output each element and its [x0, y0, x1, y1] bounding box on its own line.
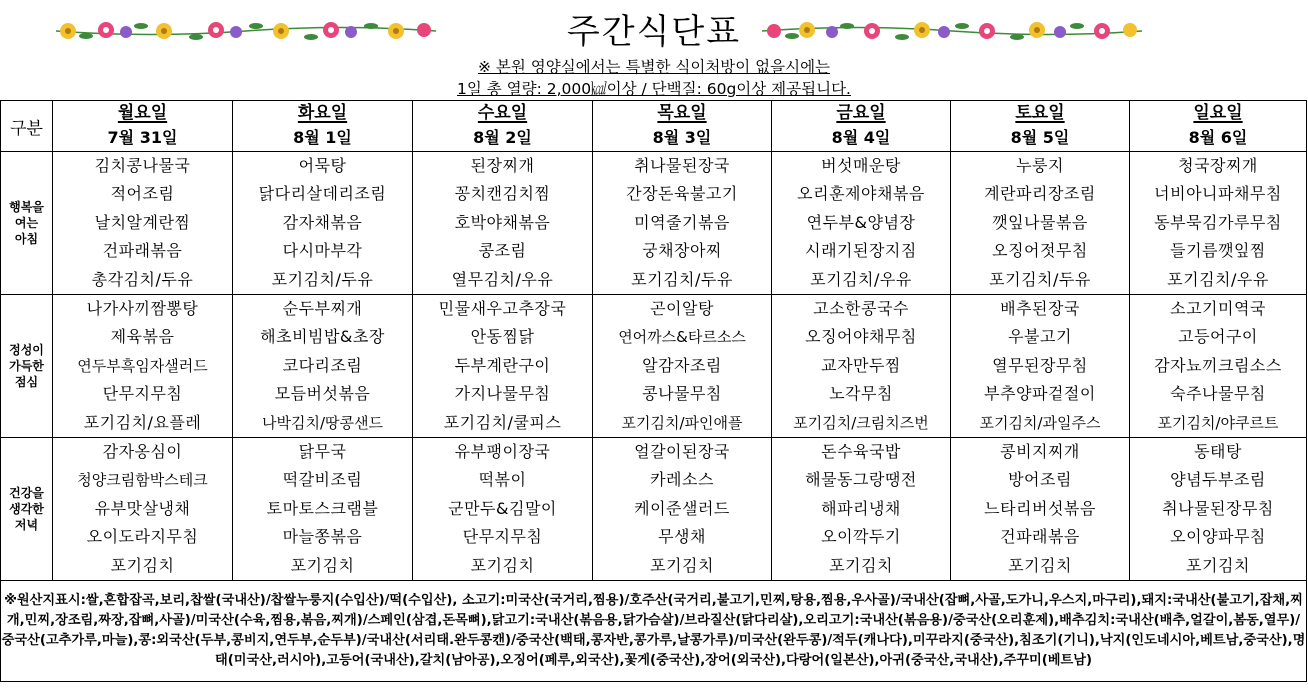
meal-label-line: 가득한 — [9, 359, 44, 374]
origin-row — [1, 581, 1307, 682]
menu-item: 포기김치/두유 — [271, 269, 374, 289]
day-name: 토요일 — [1015, 103, 1065, 123]
menu-item: 포기김치 — [110, 555, 175, 575]
menu-item: 들기름깻잎찜 — [1170, 241, 1266, 261]
menu-item: 고등어구이 — [1178, 327, 1258, 347]
day-name: 수요일 — [477, 103, 528, 123]
menu-item: 나박김치/땅콩샌드 — [262, 413, 383, 432]
menu-item: 꽁치캔김치찜 — [454, 184, 551, 204]
day-header — [593, 101, 772, 152]
meal-label-line: 생각한 — [9, 502, 44, 517]
meal-row — [1, 152, 1307, 295]
menu-item: 포기김치/우유 — [1167, 269, 1269, 289]
menu-cell — [413, 438, 593, 581]
menu-item: 된장찌개 — [470, 156, 535, 175]
menu-cell — [53, 295, 233, 438]
flower-garland-right-icon — [762, 16, 1142, 46]
menu-item: 미역줄기볶음 — [634, 212, 730, 232]
day-date: 8월 5일 — [1010, 128, 1070, 147]
notice-line-1: ※ 본원 영양실에서는 특별한 식이처방이 없을시에는 — [477, 58, 831, 76]
menu-item: 해파리냉채 — [821, 498, 901, 518]
flower-garland-right — [762, 16, 1142, 46]
menu-item: 닭다리살데리조림 — [258, 184, 387, 204]
menu-item: 포기김치/야쿠르트 — [1157, 413, 1279, 432]
menu-item: 김치콩나물국 — [94, 156, 191, 175]
menu-item: 숙주나물무침 — [1170, 384, 1266, 404]
day-header — [772, 101, 951, 152]
menu-item: 고소한콩국수 — [813, 299, 909, 319]
menu-item: 포기김치 — [290, 555, 355, 575]
menu-item: 건파래볶음 — [1000, 527, 1080, 547]
menu-item: 토마토스크램블 — [266, 498, 379, 518]
menu-item: 콩조림 — [478, 241, 527, 261]
menu-item: 감자옹심이 — [102, 442, 183, 462]
day-header — [413, 101, 593, 152]
menu-item: 날치알계란찜 — [94, 212, 191, 232]
menu-cell — [413, 152, 593, 295]
menu-item: 오징어야채무침 — [805, 327, 917, 347]
menu-item: 어묵탕 — [298, 156, 347, 175]
menu-item: 소고기미역국 — [1170, 299, 1266, 319]
menu-item: 무생채 — [658, 527, 706, 547]
menu-item: 부추양파겉절이 — [984, 384, 1096, 404]
day-header-row — [1, 101, 1307, 152]
menu-item: 포기김치/과일주스 — [979, 413, 1101, 432]
menu-item: 버섯매운탕 — [821, 156, 901, 175]
menu-item: 오징어젓무침 — [992, 241, 1088, 261]
menu-item: 얼갈이된장국 — [634, 442, 730, 462]
meal-row — [1, 438, 1307, 581]
day-date: 7월 31일 — [107, 128, 178, 147]
menu-item: 느타리버섯볶음 — [984, 498, 1096, 518]
menu-cell — [951, 152, 1130, 295]
origin-notice: ※원산지표시:쌀,혼합잡곡,보리,찹쌀(국내산)/찹쌀누룽지(수입산)/떡(수입산), 소고기:미국산(국거리,찜용)/호주산(국거리,불고기,민찌,탕용,찜용,우사골)/국내산(잡뼈,사골,도가니,우스지,마구리),돼지:국내산(불고기,잡채,찌개,민찌,장조림,짜장,잡뼈,사골)/미국산(수육,찜용,볶음,찌개)/스페인(삼겹,돈목뼈),닭고기:국내산(볶음용,닭가슴살)/브라질산(닭다리살),오리고기:국내산(볶음용)/중국산(오리훈제),배추김치:국내산(배추,얼갈이,봄동,열무)/중국산(고추가루,마늘),콩:외국산(두부,콩비지,연두부,순두부)/국내산(서리태.완두콩캔)/중국산(백태,콩자반,콩가루,날콩가루)/미국산(완두콩)/적두(캐나다),미꾸라지(중국산),침조기(기니),낙지(인도네시아,베트남,중국산),명태(미국산,러시아),고등어(국내산),갈치(남아공),오징어(페루,외국산),꽃게(중국산),장어(외국산),다랑어(일본산),아귀(중국산,국내산),주꾸미(베트남) — [1, 581, 1307, 682]
meal-label — [1, 295, 53, 438]
day-header — [53, 101, 233, 152]
menu-item: 단무지무침 — [102, 384, 183, 404]
menu-item: 콩나물무침 — [642, 384, 722, 404]
menu-item: 건파래볶음 — [102, 241, 183, 261]
menu-item: 열무김치/우유 — [451, 269, 554, 289]
menu-cell — [1130, 438, 1307, 581]
menu-item: 방어조림 — [1008, 470, 1072, 490]
menu-item: 궁채장아찌 — [642, 241, 722, 261]
menu-item: 포기김치 — [1186, 555, 1250, 575]
page-title: 주간식단표 — [566, 12, 742, 52]
menu-cell — [772, 295, 951, 438]
menu-item: 해물동그랑땡전 — [805, 470, 917, 490]
day-name: 화요일 — [297, 103, 348, 123]
menu-item: 포기김치 — [470, 555, 535, 575]
menu-item: 동부묵김가루무침 — [1154, 212, 1282, 232]
menu-item: 시래기된장지짐 — [805, 241, 917, 261]
menu-item: 포기김치 — [829, 555, 893, 575]
menu-item: 포기김치/우유 — [810, 269, 912, 289]
menu-item: 호박야채볶음 — [454, 212, 551, 232]
menu-item: 누룽지 — [1016, 156, 1064, 175]
menu-item: 곤이알탕 — [650, 299, 714, 319]
menu-item: 떡갈비조림 — [282, 470, 363, 490]
menu-item: 모듬버섯볶음 — [274, 384, 371, 404]
menu-item: 카레소스 — [650, 470, 714, 490]
menu-item: 연어까스&타르소스 — [618, 328, 746, 347]
day-name: 월요일 — [117, 103, 168, 123]
menu-item: 민물새우고추장국 — [438, 299, 567, 319]
menu-item: 안동찜닭 — [470, 327, 535, 347]
menu-item: 열무된장무침 — [992, 355, 1088, 375]
menu-item: 포기김치 — [1008, 555, 1072, 575]
day-date: 8월 1일 — [293, 128, 352, 147]
menu-cell — [1130, 295, 1307, 438]
menu-item: 콩비지찌개 — [1000, 442, 1080, 462]
menu-item: 교자만두찜 — [821, 355, 901, 375]
menu-cell — [593, 295, 772, 438]
menu-item: 취나물된장무침 — [1162, 498, 1274, 518]
menu-item: 동태탕 — [1194, 442, 1242, 462]
menu-table-body — [1, 101, 1307, 682]
meal-label — [1, 438, 53, 581]
menu-item: 케이준샐러드 — [634, 498, 730, 518]
menu-item: 청국장찌개 — [1178, 156, 1258, 175]
menu-item: 연두부&양념장 — [806, 212, 916, 232]
meal-label-line: 건강을 — [9, 486, 44, 501]
header — [0, 0, 1308, 100]
day-date: 8월 6일 — [1188, 128, 1248, 147]
day-date: 8월 4일 — [831, 128, 891, 147]
menu-item: 제육볶음 — [110, 327, 175, 347]
menu-item: 코다리조림 — [282, 355, 363, 375]
menu-item: 군만두&김말이 — [448, 498, 557, 518]
menu-cell — [951, 438, 1130, 581]
menu-item: 취나물된장국 — [634, 156, 730, 175]
menu-cell — [1130, 152, 1307, 295]
menu-item: 오이도라지무침 — [86, 527, 199, 547]
menu-item: 깻잎나물볶음 — [992, 212, 1088, 232]
meal-label-line: 저녁 — [14, 518, 39, 533]
meal-label-line: 행복을 — [9, 200, 44, 215]
menu-item: 계란파리장조림 — [984, 184, 1096, 204]
gubun-label: 구분 — [1, 101, 53, 152]
menu-cell — [233, 152, 413, 295]
menu-item: 총각김치/두유 — [91, 269, 194, 289]
day-header — [951, 101, 1130, 152]
menu-cell — [53, 438, 233, 581]
menu-item: 유부맛살냉채 — [94, 498, 191, 518]
day-date: 8월 2일 — [473, 128, 532, 147]
day-name: 일요일 — [1193, 103, 1243, 123]
meal-label-line: 여는 — [14, 216, 39, 231]
menu-item: 포기김치/요플레 — [83, 412, 202, 432]
menu-item: 배추된장국 — [1000, 299, 1080, 319]
day-date: 8월 3일 — [652, 128, 712, 147]
menu-item: 포기김치/두유 — [989, 269, 1091, 289]
day-header — [1130, 101, 1307, 152]
menu-item: 포기김치/크림치즈번 — [793, 413, 929, 432]
menu-item: 오리훈제야채볶음 — [797, 184, 925, 204]
menu-item: 간장돈육불고기 — [626, 184, 738, 204]
menu-item: 포기김치/두유 — [631, 269, 733, 289]
menu-item: 마늘쫑볶음 — [282, 527, 363, 547]
menu-item: 순두부찌개 — [282, 299, 363, 319]
meal-label-line: 아침 — [14, 232, 39, 247]
menu-cell — [233, 438, 413, 581]
menu-item: 감자뇨끼크림소스 — [1154, 355, 1282, 375]
menu-item: 단무지무침 — [462, 527, 543, 547]
menu-cell — [413, 295, 593, 438]
menu-item: 오이깍두기 — [821, 527, 901, 547]
menu-item: 유부팽이장국 — [454, 442, 551, 462]
meal-row — [1, 295, 1307, 438]
menu-cell — [53, 152, 233, 295]
menu-cell — [593, 438, 772, 581]
day-name: 목요일 — [657, 103, 707, 123]
menu-cell — [772, 438, 951, 581]
menu-item: 포기김치/파인애플 — [621, 413, 743, 432]
menu-item: 알감자조림 — [642, 355, 722, 375]
menu-item: 우불고기 — [1008, 327, 1072, 347]
menu-item: 떡볶이 — [478, 470, 527, 490]
menu-item: 나가사끼짬뽕탕 — [86, 299, 199, 319]
notice-line-2: 1일 총 열량: 2,000㎉이상 / 단백질: 60g이상 제공됩니다. — [457, 80, 851, 98]
menu-item: 노각무침 — [829, 384, 893, 404]
menu-item: 포기김치/쿨피스 — [443, 412, 562, 432]
menu-item: 연두부흑임자샐러드 — [77, 356, 208, 375]
menu-cell — [593, 152, 772, 295]
menu-item: 양념두부조림 — [1170, 470, 1266, 490]
menu-item: 적어조림 — [110, 184, 175, 204]
menu-item: 감자채볶음 — [282, 212, 363, 232]
menu-cell — [951, 295, 1130, 438]
menu-item: 포기김치 — [650, 555, 714, 575]
menu-item: 가지나물무침 — [454, 384, 551, 404]
menu-cell — [233, 295, 413, 438]
menu-item: 청양크림함박스테크 — [77, 471, 208, 490]
meal-label-line: 정성이 — [9, 343, 44, 358]
menu-item: 너비아니파채무침 — [1154, 184, 1282, 204]
menu-item: 돈수육국밥 — [821, 442, 901, 462]
menu-cell — [772, 152, 951, 295]
menu-table — [0, 100, 1307, 682]
menu-item: 다시마부각 — [282, 241, 363, 261]
day-name: 금요일 — [836, 103, 886, 123]
menu-item: 오이양파무침 — [1170, 527, 1266, 547]
menu-item: 두부계란구이 — [454, 355, 551, 375]
day-header — [233, 101, 413, 152]
meal-label — [1, 152, 53, 295]
meal-label-line: 점심 — [14, 375, 39, 390]
menu-item: 닭무국 — [298, 442, 347, 462]
menu-item: 해초비빔밥&초장 — [260, 327, 385, 347]
